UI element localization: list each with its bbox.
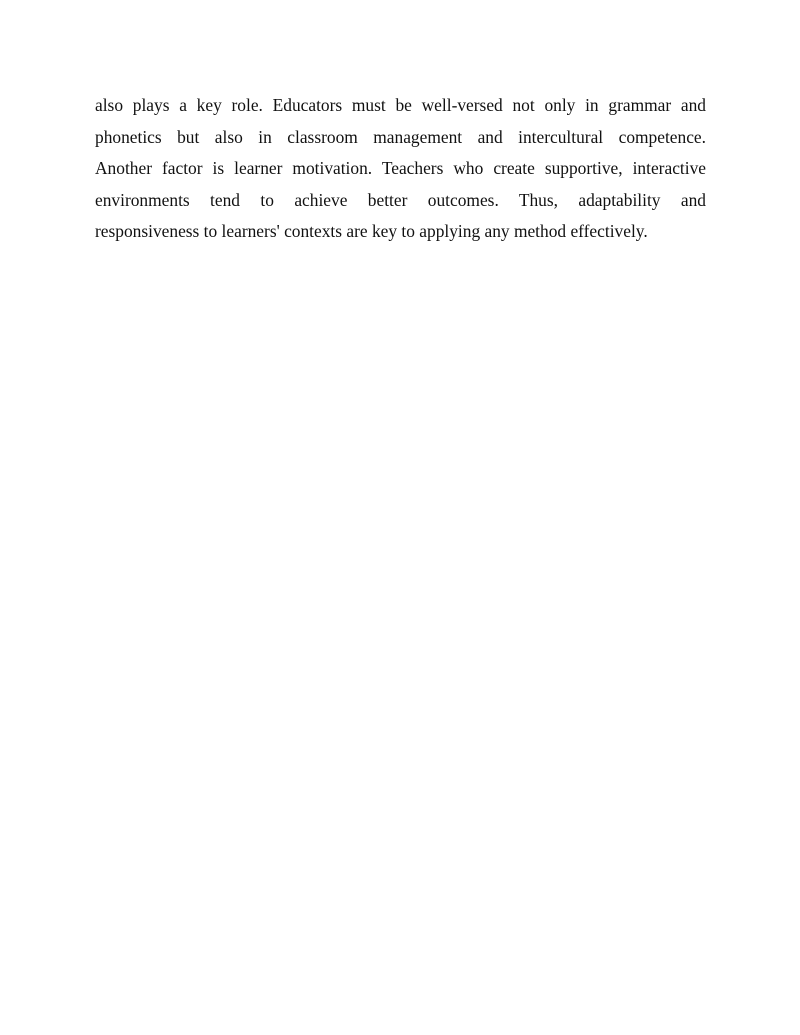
paragraph-line: Another factor is learner motivation. Teachers who create supportive, interactive [95, 158, 706, 179]
paragraph-line: responsiveness to learners' contexts are key to applying any method effectively. [95, 221, 648, 242]
paragraph-line: phonetics but also in classroom management and intercultural competence. [95, 126, 706, 147]
paragraph-line: environments tend to achieve better outcomes. Thus, adaptability and [95, 189, 706, 210]
paragraph-line: also plays a key role. Educators must be well-versed not only in grammar and [95, 95, 706, 115]
body-paragraph [95, 90, 706, 248]
